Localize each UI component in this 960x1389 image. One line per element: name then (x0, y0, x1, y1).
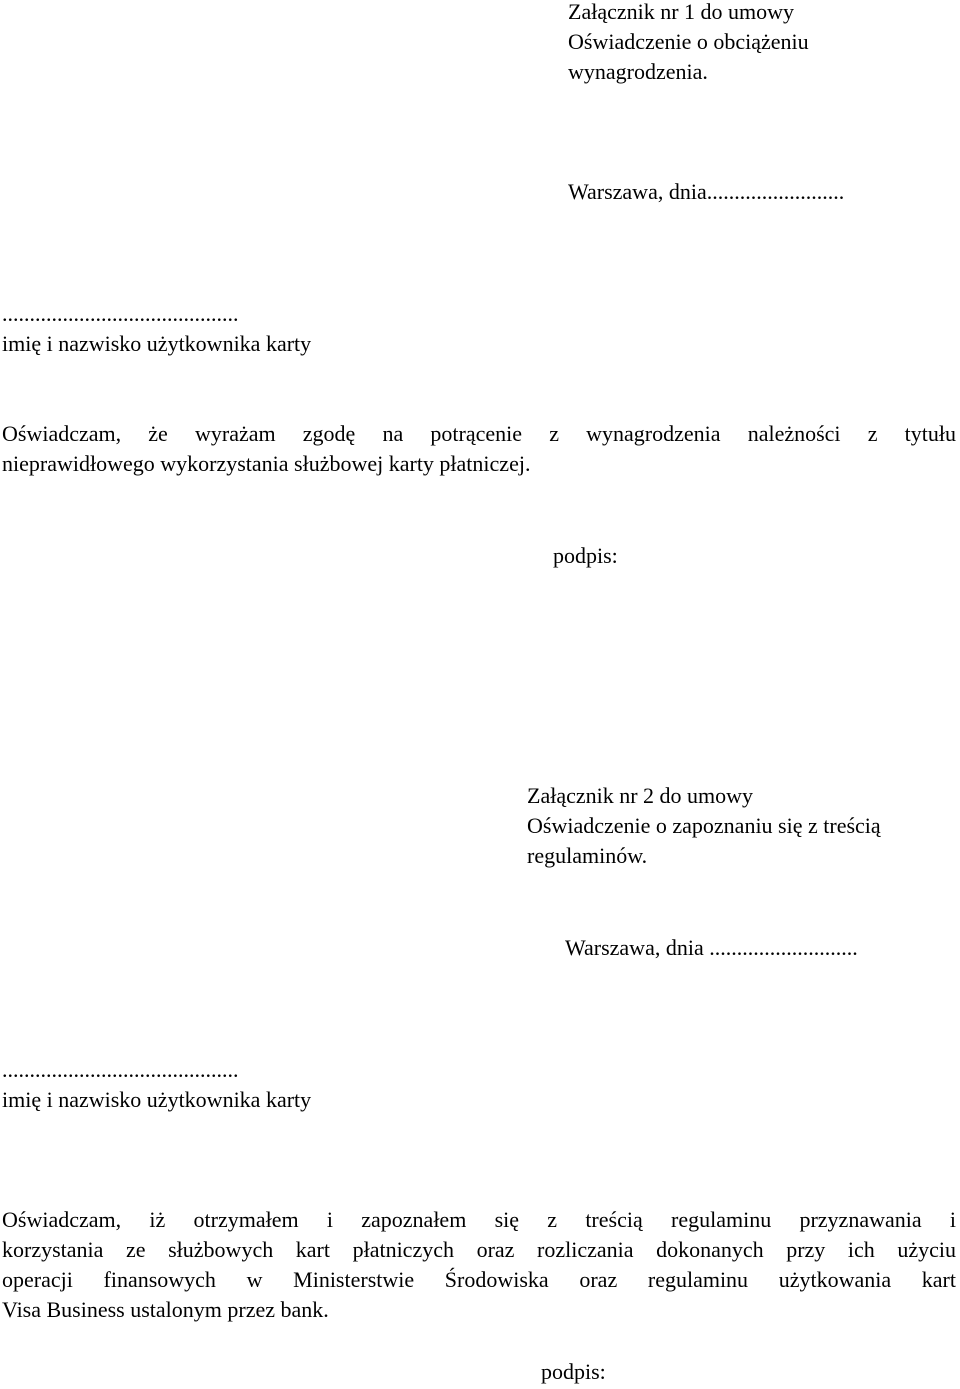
annex-1-header (568, 0, 809, 87)
annex-2-statement-line: operacji finansowych w Ministerstwie Środowiska oraz regulaminu użytkowania kart (2, 1267, 956, 1292)
annex-1-name-block (2, 299, 311, 359)
annex-1-signature-label: podpis: (553, 543, 618, 568)
annex-2-signature-label: podpis: (541, 1359, 606, 1384)
annex-1-title: Załącznik nr 1 do umowy (568, 0, 795, 24)
annex-1-statement-line: nieprawidłowego wykorzystania służbowej karty płatniczej. (2, 451, 531, 476)
annex-2-subtitle-cont: regulaminów. (527, 843, 648, 868)
annex-2-statement-line: korzystania ze służbowych kart płatniczych oraz rozliczania dokonanych przy ich użyciu (2, 1237, 956, 1262)
annex-1-name-label: imię i nazwisko użytkownika karty (2, 331, 312, 356)
annex-1-place-date: Warszawa, dnia......................... (568, 179, 845, 204)
annex-1-subtitle: Oświadczenie o obciążeniu (568, 29, 809, 54)
annex-1-subtitle-cont: wynagrodzenia. (568, 59, 708, 84)
annex-2-statement-line: Visa Business ustalonym przez bank. (2, 1297, 329, 1322)
annex-2-statement-line: Oświadczam, iż otrzymałem i zapoznałem się z treścią regulaminu przyznawania i (2, 1207, 956, 1232)
annex-1-statement-line: Oświadczam, że wyrażam zgodę na potrącenie z wynagrodzenia należności z tytułu (2, 421, 956, 446)
annex-2-name-label: imię i nazwisko użytkownika karty (2, 1087, 312, 1112)
annex-2-name-block (2, 1055, 311, 1115)
annex-2-title: Załącznik nr 2 do umowy (527, 783, 754, 808)
annex-2-statement (2, 1205, 956, 1325)
annex-2-header (527, 781, 881, 871)
annex-2-subtitle: Oświadczenie o zapoznaniu się z treścią (527, 813, 881, 838)
annex-1-name-dots: ........................................... (2, 301, 239, 326)
annex-2-name-dots: ........................................... (2, 1057, 239, 1082)
annex-1-statement (2, 419, 956, 479)
annex-2-place-date: Warszawa, dnia ........................... (565, 935, 858, 960)
